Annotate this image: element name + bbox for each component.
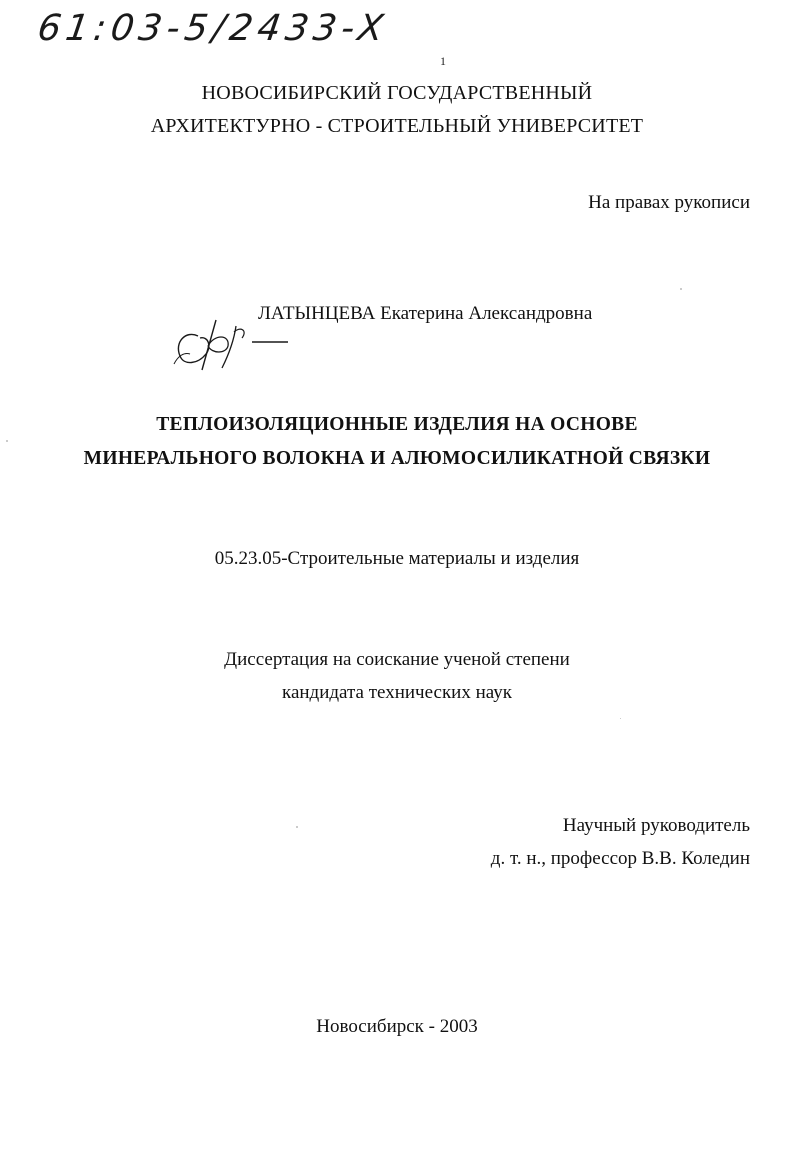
supervisor-name: д. т. н., профессор В.В. Коледин [490,848,750,869]
page-number: 1 [440,54,446,68]
scan-speck [620,718,621,719]
manuscript-rights-note: На правах рукописи [588,192,750,213]
dissertation-title-line1: ТЕПЛОИЗОЛЯЦИОННЫЕ ИЗДЕЛИЯ НА ОСНОВЕ [156,414,638,435]
scan-speck [6,440,8,442]
specialty-code: 05.23.05-Строительные материалы и изделия [214,548,580,569]
signature-mark [168,306,292,376]
scan-speck [680,288,682,290]
university-name-line1: НОВОСИБИРСКИЙ ГОСУДАРСТВЕННЫЙ [201,82,593,104]
author-name: ЛАТЫНЦЕВА Екатерина Александровна [258,303,593,324]
dissertation-title-line2: МИНЕРАЛЬНОГО ВОЛОКНА И АЛЮМОСИЛИКАТНОЙ СВЯЗКИ [83,448,711,469]
archive-code: 61:03-5/2433-X [35,8,391,49]
degree-line1: Диссертация на соискание ученой степени [224,649,570,670]
supervisor-label: Научный руководитель [562,815,750,836]
university-name-line2: АРХИТЕКТУРНО - СТРОИТЕЛЬНЫЙ УНИВЕРСИТЕТ [150,115,644,137]
degree-line2: кандидата технических наук [282,682,512,703]
city-year: Новосибирск - 2003 [316,1016,478,1037]
scan-speck [296,826,298,828]
